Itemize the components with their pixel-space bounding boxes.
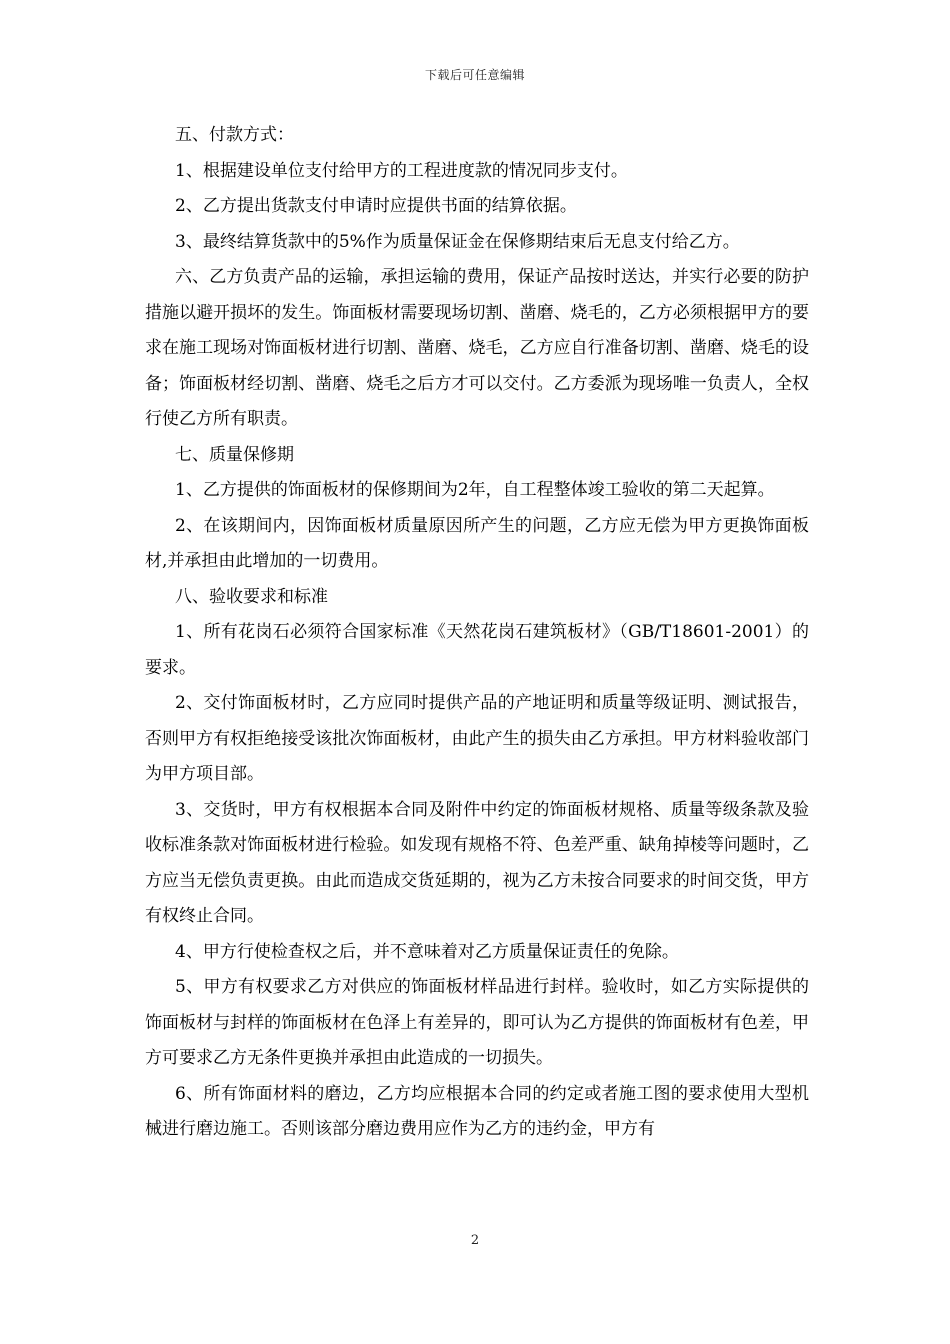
clause-paragraph: 5、甲方有权要求乙方对供应的饰面板材样品进行封样。验收时，如乙方实际提供的饰面板材与封样的饰面板材在色泽上有差异的，即可认为乙方提供的饰面板材有色差，甲方可要求乙方无条件更换并承担由此造成的一切损失。 bbox=[145, 977, 809, 1068]
clause-paragraph: 2、交付饰面板材时，乙方应同时提供产品的产地证明和质量等级证明、测试报告，否则甲方有权拒绝接受该批次饰面板材，由此产生的损失由乙方承担。甲方材料验收部门为甲方项目部。 bbox=[145, 693, 809, 784]
clause-paragraph: 1、根据建设单位支付给甲方的工程进度款的情况同步支付。 bbox=[175, 160, 628, 181]
clause-paragraph: 1、乙方提供的饰面板材的保修期间为2年，自工程整体竣工验收的第二天起算。 bbox=[175, 480, 775, 500]
section-paragraph-transport: 六、乙方负责产品的运输，承担运输的费用，保证产品按时送达，并实行必要的防护措施以避开损坏的发生。饰面板材需要现场切割、凿磨、烧毛的，乙方必须根据甲方的要求在施工现场对饰面板材进行切割、凿磨、烧毛，乙方应自行准备切割、凿磨、烧毛的设备；饰面板材经切割、凿磨、烧毛之后方才可以交付。乙方委派为现场唯一负责人，全权行使乙方所有职责。 bbox=[145, 267, 809, 429]
section-heading-acceptance: 八、验收要求和标准 bbox=[175, 586, 328, 607]
section-heading-warranty: 七、质量保修期 bbox=[175, 444, 294, 465]
clause-paragraph: 6、所有饰面材料的磨边，乙方均应根据本合同的约定或者施工图的要求使用大型机械进行磨边施工。否则该部分磨边费用应作为乙方的违约金，甲方有 bbox=[145, 1083, 809, 1139]
page-number: 2 bbox=[470, 1233, 480, 1248]
clause-paragraph: 3、交货时，甲方有权根据本合同及附件中约定的饰面板材规格、质量等级条款及验收标准条款对饰面板材进行检验。如发现有规格不符、色差严重、缺角掉棱等问题时，乙方应当无偿负责更换。由此而造成交货延期的，视为乙方未按合同要求的时间交货，甲方有权终止合同。 bbox=[145, 799, 809, 926]
page-header: 下载后可任意编辑 bbox=[424, 68, 525, 82]
clause-paragraph: 1、所有花岗石必须符合国家标准《天然花岗石建筑板材》（GB/T18601-2001）的要求。 bbox=[145, 622, 809, 678]
document-body bbox=[145, 118, 809, 1148]
clause-paragraph: 4、甲方行使检查权之后，并不意味着对乙方质量保证责任的免除。 bbox=[175, 941, 679, 962]
clause-paragraph: 3、最终结算货款中的5%作为质量保证金在保修期结束后无息支付给乙方。 bbox=[175, 231, 740, 252]
clause-paragraph: 2、在该期间内，因饰面板材质量原因所产生的问题，乙方应无偿为甲方更换饰面板材,并承担由此增加的一切费用。 bbox=[145, 515, 809, 571]
section-heading-payment: 五、付款方式： bbox=[175, 125, 294, 145]
clause-paragraph: 2、乙方提出货款支付申请时应提供书面的结算依据。 bbox=[175, 196, 577, 216]
